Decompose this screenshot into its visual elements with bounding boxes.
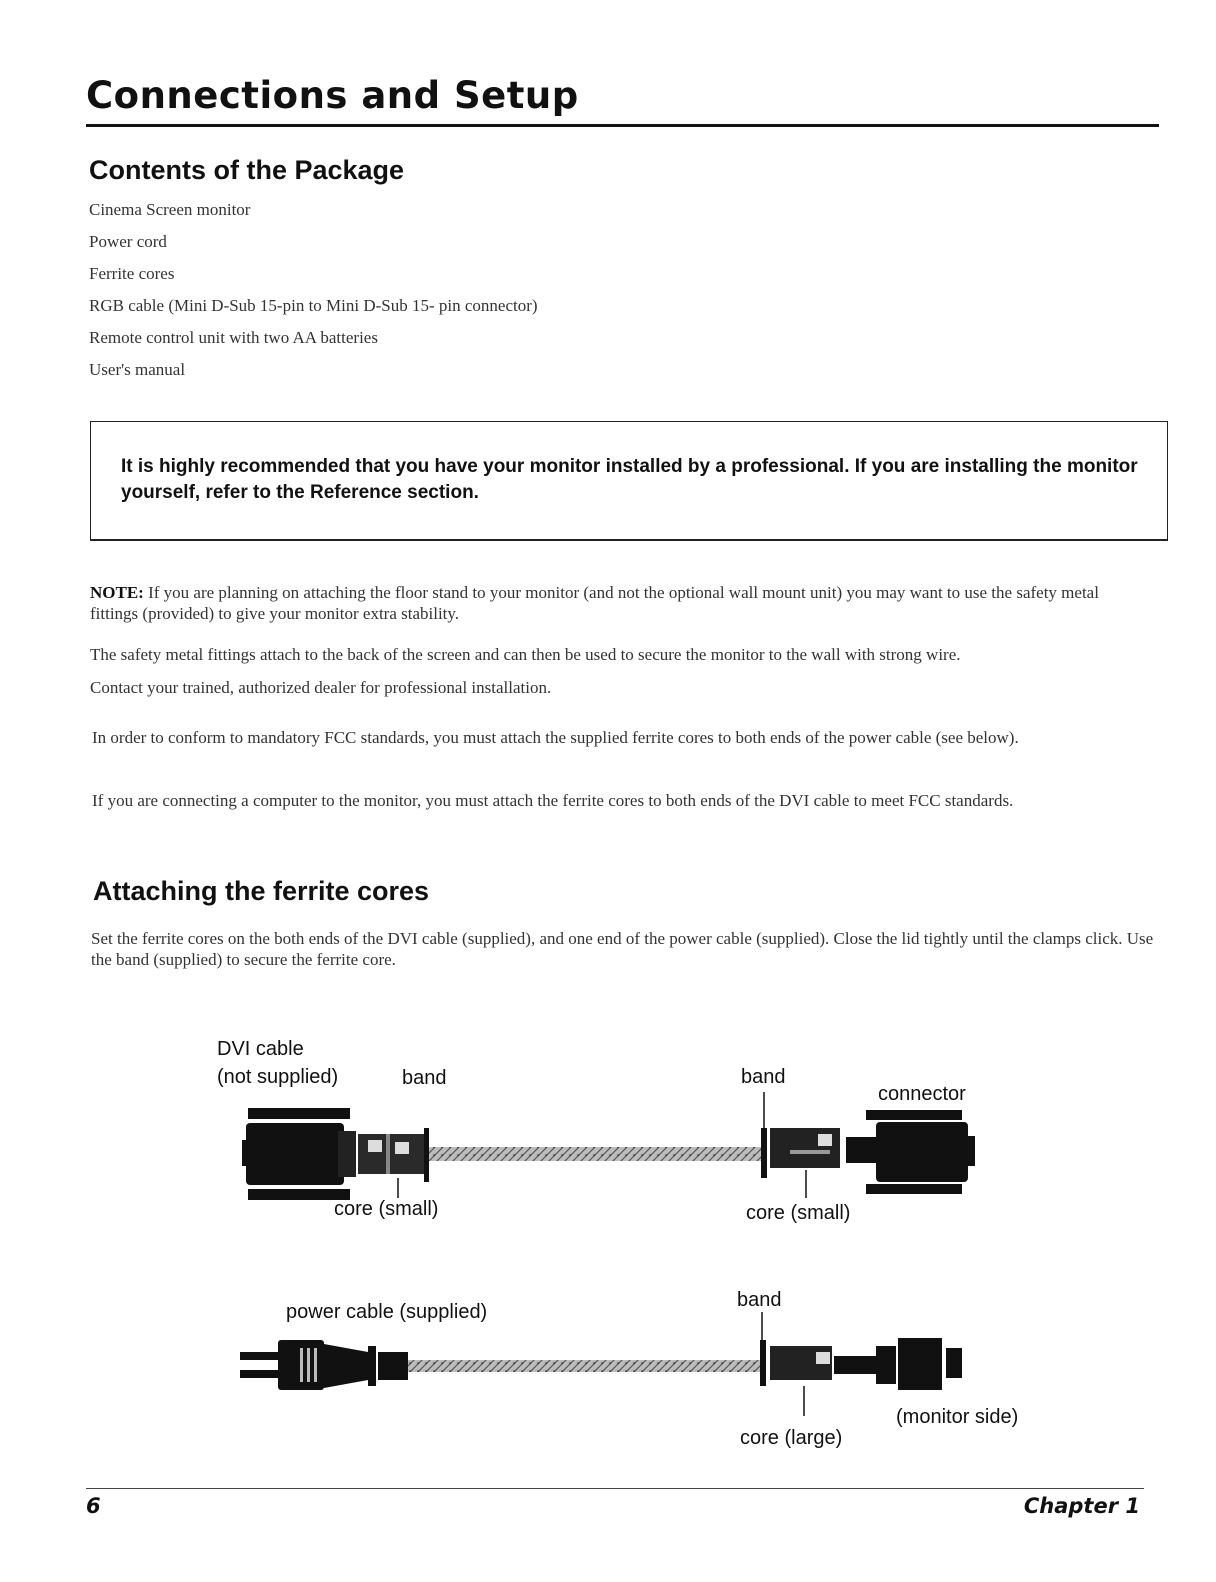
note-paragraph [90,582,1150,624]
list-item: User's manual [89,360,186,379]
fcc-dvi-paragraph: If you are connecting a computer to the monitor, you must attach the ferrite cores to both ends of the DVI cable to meet FCC standards. [92,791,1014,810]
power-cable [240,1312,962,1416]
dvi-cable-braid [420,1147,765,1161]
band-label-right: band [741,1066,786,1088]
monitor-side-label: (monitor side) [896,1406,1019,1428]
note-label: NOTE: [90,583,144,602]
page-number: 6 [86,1494,101,1518]
ferrite-instructions: Set the ferrite cores on the both ends of the DVI cable (supplied), and one end of the power cable (supplied). Close the lid tightly until the clamps click. Use the band (supplied) to secure the ferrite core. [91,929,1154,969]
power-cable-label: power cable (supplied) [286,1301,488,1323]
list-item: RGB cable (Mini D-Sub 15-pin to Mini D-Sub 15- pin connector) [89,296,538,315]
list-item: Cinema Screen monitor [89,200,251,219]
core-small-label-right: core (small) [746,1202,851,1224]
power-plug-left [240,1340,408,1390]
list-item: Power cord [89,232,167,251]
dvi-not-supplied-label: (not supplied) [217,1066,339,1088]
page-title: Connections and Setup [86,74,579,117]
band-label-left: band [402,1067,447,1089]
core-small-label-left: core (small) [334,1198,439,1220]
ferrite-heading: Attaching the ferrite cores [93,876,430,906]
list-item: Ferrite cores [89,264,175,283]
band-label-power: band [737,1289,782,1311]
package-heading: Contents of the Package [89,155,405,185]
professional-install-callout [90,421,1168,541]
title-divider [86,124,1159,127]
power-core-large [760,1340,832,1386]
dvi-cable-label: DVI cable [217,1038,304,1060]
note-text: If you are planning on attaching the floor stand to your monitor (and not the optional wall mount unit) you may want to use the safety metal fittings (provided) to give your monitor extra stability. [90,583,1099,623]
fittings-paragraph: The safety metal fittings attach to the back of the screen and can then be used to secure the monitor to the wall with strong wire. [90,645,961,664]
power-plug-right [834,1338,962,1390]
dvi-core-small-right [761,1128,840,1178]
fcc-power-paragraph: In order to conform to mandatory FCC standards, you must attach the supplied ferrite cores to both ends of the power cable (see below). [92,728,1019,747]
cable-illustration [0,1030,1216,1470]
package-contents-list [89,198,538,390]
dvi-plug-right [846,1110,975,1194]
connector-label: connector [878,1083,966,1105]
callout-text: It is highly recommended that you have your monitor installed by a professional. If you are installing the monitor yourself, refer to the Reference section. [121,456,1138,503]
dvi-plug-left [242,1108,356,1200]
list-item: Remote control unit with two AA batteries [89,328,378,347]
chapter-label: Chapter 1 [1023,1494,1140,1518]
ferrite-core-diagram [0,1030,1216,1470]
core-large-label: core (large) [740,1427,843,1449]
power-cable-braid [405,1360,765,1372]
dvi-core-small-left [358,1128,429,1182]
dvi-cable [242,1092,975,1200]
dealer-paragraph: Contact your trained, authorized dealer for professional installation. [90,678,552,697]
footer-divider [86,1488,1144,1489]
